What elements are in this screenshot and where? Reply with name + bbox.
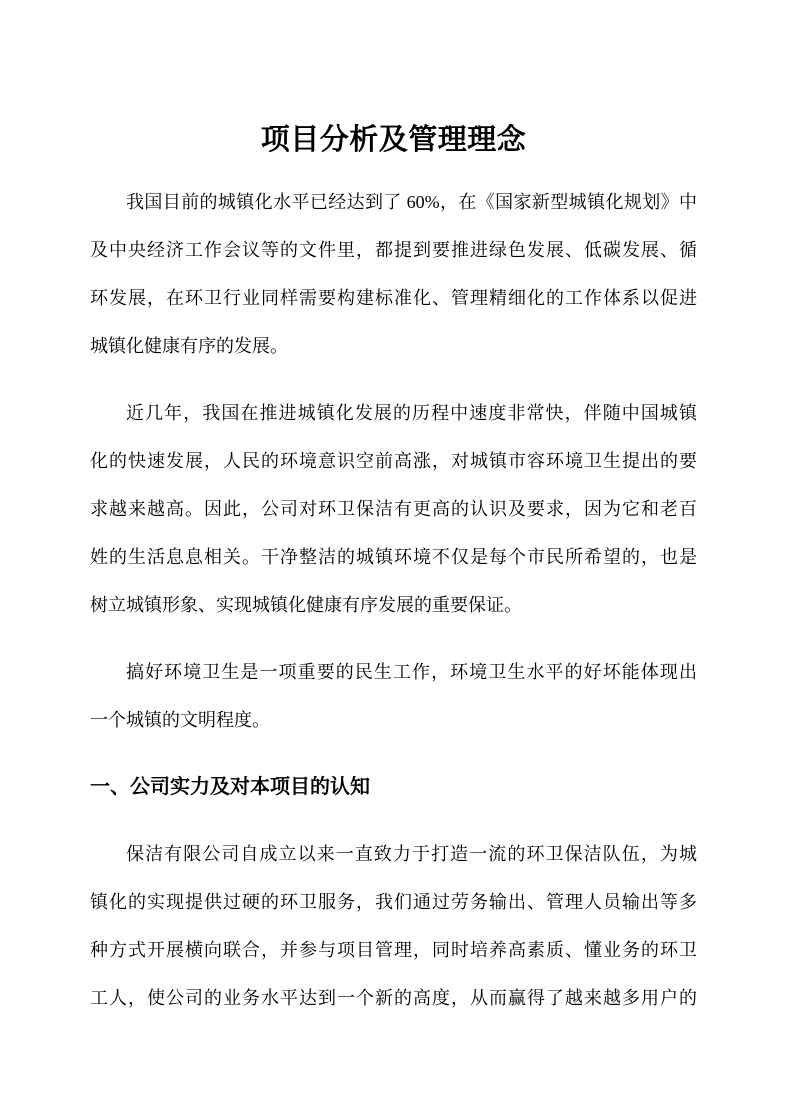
text-line: 近几年，我国在推进城镇化发展的历程中速度非常快，伴随中国城镇: [126, 403, 697, 423]
text-line: 工人，使公司的业务水平达到一个新的高度，从而赢得了越来越多用户的: [90, 988, 697, 1008]
text-line: 环发展，在环卫行业同样需要构建标准化、管理精细化的工作体系以促进: [90, 288, 697, 308]
paragraph-recent-years: [90, 389, 697, 629]
text-line: 姓的生活息息相关。干净整洁的城镇环境不仅是每个市民所希望的，也是: [90, 547, 697, 567]
text-line: 镇化的实现提供过硬的环卫服务，我们通过劳务输出、管理人员输出等多: [90, 892, 697, 912]
paragraph-urbanization-level: [90, 178, 697, 370]
text-line: 我国目前的城镇化水平已经达到了 60%，在《国家新型城镇化规划》中: [126, 192, 697, 212]
text-line: 种方式开展横向联合，并参与项目管理，同时培养高素质、懂业务的环卫: [90, 940, 697, 960]
document-title: 项目分析及管理理念: [260, 124, 527, 156]
paragraph-sanitation-livelihood: [90, 648, 697, 744]
paragraph-company-intro: [90, 830, 697, 1022]
text-line: 树立城镇形象、实现城镇化健康有序发展的重要保证。: [90, 595, 522, 615]
section-heading-company-strength: 一、公司实力及对本项目的认知: [90, 776, 370, 798]
text-line: 搞好环境卫生是一项重要的民生工作，环境卫生水平的好坏能体现出: [126, 662, 697, 682]
text-line: 一个城镇的文明程度。: [90, 710, 270, 730]
text-line: 化的快速发展，人民的环境意识空前高涨，对城镇市容环境卫生提出的要: [90, 451, 697, 471]
text-line: 城镇化健康有序的发展。: [90, 336, 288, 356]
text-line: 及中央经济工作会议等的文件里，都提到要推进绿色发展、低碳发展、循: [90, 240, 697, 260]
text-line: 保洁有限公司自成立以来一直致力于打造一流的环卫保洁队伍，为城: [126, 844, 697, 864]
text-line: 求越来越高。因此，公司对环卫保洁有更高的认识及要求，因为它和老百: [90, 499, 697, 519]
